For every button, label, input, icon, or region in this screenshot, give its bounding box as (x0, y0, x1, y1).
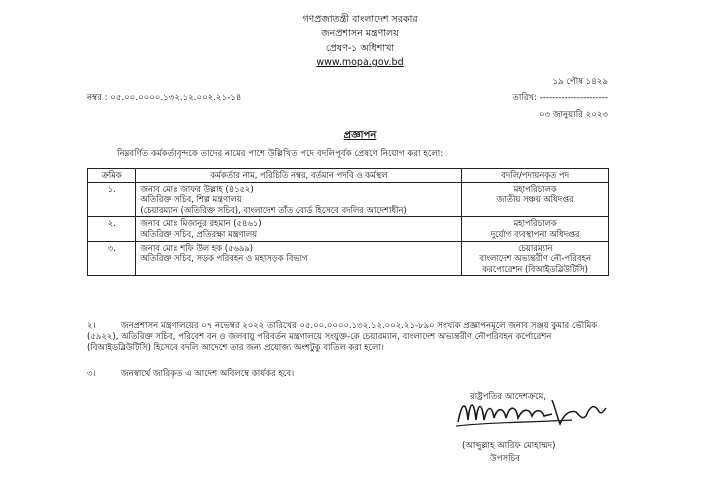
header-post: বদলি/পদায়নকৃত পদ (462, 169, 609, 183)
officers-table (87, 168, 609, 276)
post-office: জাতীয় সঞ্চয় অধিদপ্তর (496, 194, 574, 205)
intro-text: নিম্নবর্ণিত কর্মকর্তাবৃন্দকে তাদের নামের পাশে উল্লিখিত পদে বদলিপূর্বক প্রেষণে নিয়োগ করা হলো: (117, 149, 444, 159)
officer-cell (136, 182, 462, 217)
date-bangla: ১৯ পৌষ ১৪২৯ (552, 77, 608, 87)
paragraph-2-number: ২। (87, 321, 96, 331)
table-row (88, 241, 609, 276)
serial-cell: ৩. (88, 241, 136, 276)
header-officer: কর্মকর্তার নাম, পরিচিতি নম্বর, বর্তমান পদবি ও কর্মস্থল (136, 169, 462, 183)
post-cell (462, 182, 609, 217)
serial-cell: ১. (88, 182, 136, 217)
header-ministry: জনপ্রশাসন মন্ত্রণালয় (321, 28, 399, 39)
paragraph-2-text: জনপ্রশাসন মন্ত্রণালয়ের ০৭ নভেম্বর ২০২২ তারিখের ০৫.০০.০০০০.১৩২.১২.০০২.২১-৮৯০ সংখ্যক প্রজ্ঞাপনমূলে জনাব সঞ্জয় কুমার ভৌমিক (৫৯২২), অতিরিক্ত সচিব, পরিবেশ বন ও জলবায়ু পরিবর্তন মন্ত্রণালয়ে সংযুক্ত-কে চেয়ারম্যান, বাংলাদেশ অভ্যন্তরীণ নৌপরিবহন কর্পোরেশন (বিআইডব্লিউটিসি) হিসেবে বদলি আদেশে তার জন্য প্রযোজ্য অংশটুকু বাতিল করা হলো। (87, 321, 598, 353)
table-row (88, 217, 609, 241)
date-english: ০৩ জানুয়ারি ২০২৩ (538, 110, 608, 120)
officer-name: জনাব মোঃ শফি উল হক (৫৬৯৯) (140, 242, 253, 253)
memo-number: নম্বর : ০৫.০০.০০০০.১৩২.১২.০০২.২১-১৪ (87, 93, 242, 103)
date-label: তারিখ: ---------------------- (512, 93, 608, 103)
officer-designation: অতিরিক্ত সচিব, প্রতিরক্ষা মন্ত্রণালয় (140, 228, 258, 239)
signer-name: (আব্দুল্লাহ আরিফ মোহাম্মদ) (462, 441, 556, 451)
post-cell (462, 241, 609, 276)
serial-cell: ২. (88, 217, 136, 241)
post-office: দুর্যোগ ব্যবস্থাপনা অধিদপ্তর (490, 228, 580, 239)
officer-cell (136, 217, 462, 241)
post-cell (462, 217, 609, 241)
document-title: প্রজ্ঞাপন (343, 130, 377, 141)
website-link[interactable]: www.mopa.gov.bd (316, 57, 404, 68)
officer-name: জনাব মোঃ মিজানুর রহমান (৫৪৬১) (140, 218, 262, 229)
post-office: বাংলাদেশ অভ্যন্তরীণ নৌ-পরিবহন করপোরেশন (বিআইডব্লিউটিসি) (479, 253, 592, 274)
table-header-row (88, 169, 609, 183)
post-title: মহাপরিচালক (513, 218, 557, 229)
paragraph-3-number: ৩। (87, 369, 96, 379)
post-title: মহাপরিচালক (513, 183, 557, 194)
header-branch: প্রেষণ-১ অধিশাখা (325, 43, 395, 54)
order-line: রাষ্ট্রপতির আদেশক্রমে, (470, 392, 547, 402)
signer-designation: উপসচিব (490, 454, 521, 464)
handwritten-signature (452, 392, 612, 434)
header-serial: ক্রমিক (88, 169, 136, 183)
header-government: গণপ্রজাতন্ত্রী বাংলাদেশ সরকার (302, 14, 418, 25)
officer-designation: অতিরিক্ত সচিব, শিল্প মন্ত্রণালয় (140, 194, 242, 205)
officer-name: জনাব মোঃ জাফর উল্লাহ (৪১৫২) (140, 183, 254, 194)
paragraph-3-text: জনস্বার্থে জারিকৃত এ আদেশ অবিলম্বে কার্যকর হবে। (121, 369, 295, 379)
officer-note: (চেয়ারম্যান (অতিরিক্ত সচিব), বাংলাদেশ তাঁত বোর্ড হিসেবে বদলির আদেশাধীন) (140, 204, 407, 215)
table-row (88, 182, 609, 217)
officer-cell (136, 241, 462, 276)
officer-designation: অতিরিক্ত সচিব, সড়ক পরিবহন ও মহাসড়ক বিভাগ (140, 253, 308, 264)
post-title: চেয়ারম্যান (517, 242, 553, 253)
